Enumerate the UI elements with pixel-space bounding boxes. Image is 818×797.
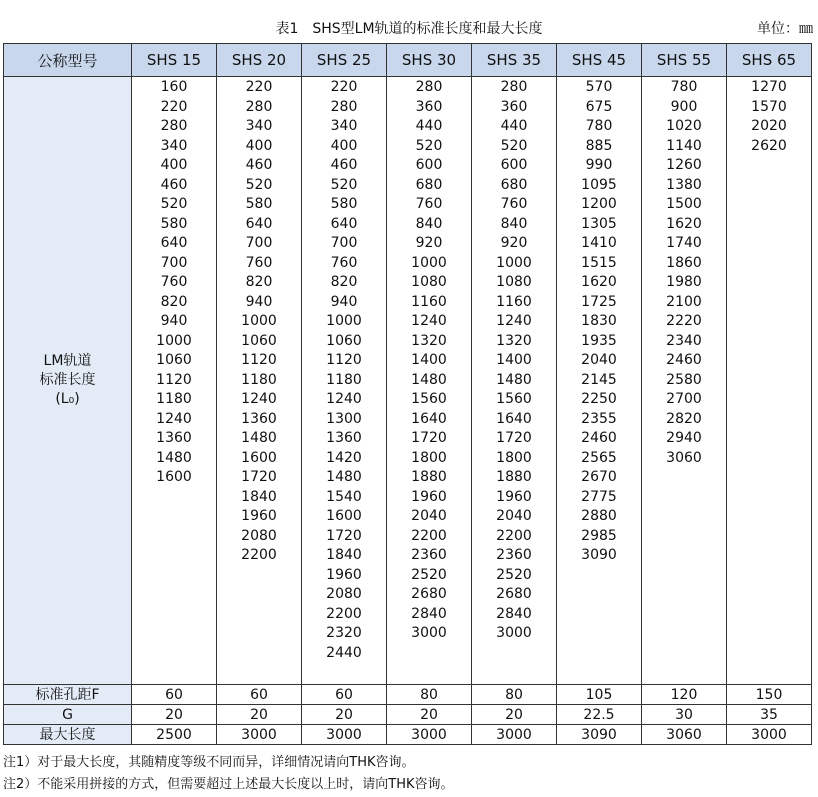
unit-label: 单位：㎜ (757, 21, 813, 37)
g-value: 30 (642, 705, 727, 725)
row-label-line: (L₀) (55, 391, 80, 407)
length-value: 820 (160, 293, 188, 310)
length-value: 220 (245, 79, 273, 95)
length-value: 780 (585, 118, 613, 134)
model-header: SHS 65 (727, 44, 812, 77)
pitch-value: 60 (217, 685, 302, 705)
length-value: 700 (160, 254, 188, 271)
length-value: 2520 (411, 566, 447, 583)
length-value: 1120 (241, 352, 277, 368)
length-value: 1560 (411, 391, 447, 407)
length-value: 2775 (581, 488, 617, 505)
pitch-row (4, 685, 812, 705)
length-value: 1240 (156, 410, 192, 427)
length-value: 1960 (411, 488, 447, 505)
length-value: 680 (500, 176, 528, 193)
pitch-value: 150 (727, 685, 812, 705)
length-value: 1120 (326, 352, 362, 368)
pitch-value: 60 (132, 685, 217, 705)
length-value: 360 (500, 98, 528, 115)
length-value: 2080 (326, 586, 362, 602)
length-value: 1000 (241, 313, 277, 329)
footnotes (3, 752, 454, 796)
length-value: 460 (245, 157, 273, 173)
length-value: 1960 (241, 508, 277, 524)
length-value: 1240 (411, 313, 447, 329)
length-value: 1300 (326, 410, 362, 427)
length-value: 1305 (581, 215, 617, 232)
length-list (557, 77, 642, 685)
length-value: 1400 (496, 352, 532, 368)
length-value: 600 (500, 157, 528, 173)
length-value: 1740 (666, 235, 702, 251)
length-value: 460 (160, 176, 188, 193)
length-value: 1800 (496, 449, 532, 466)
length-value: 1400 (411, 352, 447, 368)
length-list (217, 77, 302, 685)
length-value: 580 (245, 196, 273, 212)
table-title: 表1 SHS型LM轨道的标准长度和最大长度 (275, 21, 543, 37)
length-value: 340 (160, 137, 188, 154)
length-value: 2440 (326, 644, 362, 661)
length-value: 1000 (411, 254, 447, 271)
length-value: 820 (245, 274, 273, 290)
length-list (387, 77, 472, 685)
header-row (4, 44, 812, 77)
footnote: 注2）不能采用拼接的方式，但需要超过上述最大长度以上时，请向THK咨询。 (3, 777, 454, 792)
length-value: 920 (415, 235, 443, 251)
length-value: 1600 (241, 449, 277, 466)
model-header: SHS 55 (642, 44, 727, 77)
length-value: 570 (585, 79, 613, 95)
max-length-value: 3000 (727, 725, 812, 745)
model-header: SHS 25 (302, 44, 387, 77)
length-list (727, 77, 812, 685)
length-value: 1720 (411, 430, 447, 446)
length-value: 680 (415, 176, 443, 193)
length-value: 1480 (241, 430, 277, 446)
length-value: 2100 (666, 293, 702, 310)
length-value: 2080 (241, 527, 277, 544)
length-value: 220 (160, 98, 188, 115)
length-value: 1000 (156, 332, 192, 349)
length-value: 885 (585, 137, 613, 154)
length-value: 1570 (751, 98, 787, 115)
length-value: 1800 (411, 449, 447, 466)
length-value: 2200 (411, 527, 447, 544)
length-value: 2145 (581, 371, 617, 388)
length-value: 440 (415, 118, 443, 134)
table-caption (0, 20, 818, 38)
length-value: 2700 (666, 391, 702, 407)
length-value: 780 (670, 79, 698, 95)
length-value: 2355 (581, 410, 617, 427)
length-value: 1600 (326, 508, 362, 524)
length-value: 1320 (496, 332, 532, 349)
length-value: 1200 (581, 196, 617, 212)
pitch-value: 105 (557, 685, 642, 705)
length-value: 700 (330, 235, 358, 251)
length-value: 2940 (666, 430, 702, 446)
length-value: 1360 (241, 410, 277, 427)
model-header: SHS 15 (132, 44, 217, 77)
g-value: 20 (302, 705, 387, 725)
length-value: 760 (330, 254, 358, 271)
length-value: 760 (500, 196, 528, 212)
pitch-value: 80 (387, 685, 472, 705)
length-value: 2820 (666, 410, 702, 427)
max-length-value: 2500 (132, 725, 217, 745)
length-value: 1240 (496, 313, 532, 329)
length-value: 1540 (326, 488, 362, 505)
length-value: 1980 (666, 274, 702, 290)
length-value: 160 (160, 79, 188, 95)
length-value: 520 (500, 137, 528, 154)
length-value: 1240 (241, 391, 277, 407)
length-value: 1480 (326, 469, 362, 485)
length-value: 1840 (241, 488, 277, 505)
length-value: 2840 (496, 605, 532, 622)
length-value: 1840 (326, 547, 362, 563)
length-value: 1140 (666, 137, 702, 154)
length-value: 580 (160, 215, 188, 232)
length-list (132, 77, 217, 685)
standard-length-row (4, 77, 812, 685)
model-header: SHS 30 (387, 44, 472, 77)
length-value: 1860 (666, 254, 702, 271)
length-value: 2340 (666, 332, 702, 349)
length-value: 400 (245, 137, 273, 154)
length-value: 1935 (581, 332, 617, 349)
length-value: 1270 (751, 79, 787, 95)
length-value: 1515 (581, 254, 617, 271)
length-value: 1160 (496, 293, 532, 310)
length-value: 675 (585, 98, 613, 115)
length-value: 1480 (411, 371, 447, 388)
length-value: 2200 (241, 547, 277, 563)
length-value: 2200 (326, 605, 362, 622)
row-label-line: 标准长度 (39, 372, 96, 388)
length-value: 1060 (156, 352, 192, 368)
length-value: 1095 (581, 176, 617, 193)
length-value: 1560 (496, 391, 532, 407)
g-value: 35 (727, 705, 812, 725)
standard-length-label (4, 77, 132, 685)
length-value: 2250 (581, 391, 617, 407)
length-value: 2520 (496, 566, 532, 583)
pitch-value: 60 (302, 685, 387, 705)
length-value: 820 (330, 274, 358, 290)
max-length-value: 3090 (557, 725, 642, 745)
length-value: 280 (415, 79, 443, 95)
rail-length-table (3, 43, 812, 745)
length-value: 2580 (666, 371, 702, 388)
length-value: 1060 (326, 332, 362, 349)
length-value: 2360 (496, 547, 532, 563)
length-value: 1830 (581, 313, 617, 329)
max-length-row (4, 725, 812, 745)
length-value: 2020 (751, 118, 787, 134)
length-value: 1020 (666, 118, 702, 134)
length-value: 340 (330, 118, 358, 134)
pitch-value: 120 (642, 685, 727, 705)
length-value: 2840 (411, 605, 447, 622)
length-value: 220 (330, 79, 358, 95)
length-value: 940 (245, 293, 273, 310)
g-value: 20 (217, 705, 302, 725)
max-length-value: 3060 (642, 725, 727, 745)
length-value: 2220 (666, 313, 702, 329)
length-value: 2460 (666, 352, 702, 368)
corner-header: 公称型号 (4, 44, 132, 77)
length-value: 2040 (496, 508, 532, 524)
length-list (472, 77, 557, 685)
length-value: 920 (500, 235, 528, 251)
length-value: 1320 (411, 332, 447, 349)
length-value: 2320 (326, 625, 362, 641)
max-length-label: 最大长度 (4, 725, 132, 745)
length-value: 1600 (156, 469, 192, 485)
length-value: 3000 (411, 625, 447, 641)
length-value: 2985 (581, 527, 617, 544)
length-value: 1240 (326, 391, 362, 407)
length-value: 760 (245, 254, 273, 271)
length-value: 3000 (496, 625, 532, 641)
length-value: 1420 (326, 449, 362, 466)
length-value: 1960 (496, 488, 532, 505)
length-value: 1180 (241, 371, 277, 388)
length-value: 1410 (581, 235, 617, 251)
length-value: 1360 (326, 430, 362, 446)
length-value: 2040 (581, 352, 617, 368)
length-value: 2460 (581, 430, 617, 446)
length-value: 1060 (241, 332, 277, 349)
length-value: 340 (245, 118, 273, 134)
g-value: 20 (387, 705, 472, 725)
length-value: 940 (160, 313, 188, 329)
length-value: 840 (415, 215, 443, 232)
g-value: 22.5 (557, 705, 642, 725)
length-value: 400 (160, 157, 188, 173)
pitch-value: 80 (472, 685, 557, 705)
length-value: 520 (245, 176, 273, 193)
length-value: 1725 (581, 293, 617, 310)
length-value: 1360 (156, 430, 192, 446)
length-value: 760 (415, 196, 443, 212)
model-header: SHS 20 (217, 44, 302, 77)
length-list (642, 77, 727, 685)
length-value: 3060 (666, 449, 702, 466)
length-value: 840 (500, 215, 528, 232)
g-label: G (4, 705, 132, 725)
row-label-line: LM轨道 (43, 353, 92, 369)
length-value: 1880 (496, 469, 532, 485)
g-value: 20 (472, 705, 557, 725)
length-list (302, 77, 387, 685)
length-value: 1500 (666, 196, 702, 212)
length-value: 2670 (581, 469, 617, 485)
length-value: 640 (160, 235, 188, 251)
length-value: 280 (245, 98, 273, 115)
length-value: 1000 (326, 313, 362, 329)
max-length-value: 3000 (472, 725, 557, 745)
length-value: 600 (415, 157, 443, 173)
model-header: SHS 45 (557, 44, 642, 77)
length-value: 1880 (411, 469, 447, 485)
length-value: 640 (330, 215, 358, 232)
length-value: 1640 (496, 410, 532, 427)
length-value: 440 (500, 118, 528, 134)
length-value: 700 (245, 235, 273, 251)
length-value: 360 (415, 98, 443, 115)
length-value: 1480 (156, 449, 192, 466)
length-value: 1080 (411, 274, 447, 290)
max-length-value: 3000 (217, 725, 302, 745)
length-value: 3090 (581, 547, 617, 563)
length-value: 460 (330, 157, 358, 173)
pitch-label: 标准孔距F (4, 685, 132, 705)
length-value: 280 (160, 118, 188, 134)
length-value: 900 (670, 98, 698, 115)
length-value: 1260 (666, 157, 702, 173)
length-value: 640 (245, 215, 273, 232)
length-value: 1180 (156, 391, 192, 407)
length-value: 1160 (411, 293, 447, 310)
length-value: 1620 (666, 215, 702, 232)
length-value: 2680 (411, 586, 447, 602)
length-value: 1620 (581, 274, 617, 290)
length-value: 1180 (326, 371, 362, 388)
g-row (4, 705, 812, 725)
length-value: 940 (330, 293, 358, 310)
length-value: 990 (585, 157, 613, 173)
length-value: 1720 (326, 527, 362, 544)
length-value: 1080 (496, 274, 532, 290)
length-value: 2680 (496, 586, 532, 602)
length-value: 520 (415, 137, 443, 154)
length-value: 1000 (496, 254, 532, 271)
length-value: 1380 (666, 176, 702, 193)
length-value: 760 (160, 274, 188, 290)
length-value: 520 (330, 176, 358, 193)
length-value: 280 (500, 79, 528, 95)
length-value: 1720 (241, 469, 277, 485)
length-value: 400 (330, 137, 358, 154)
length-value: 1640 (411, 410, 447, 427)
max-length-value: 3000 (387, 725, 472, 745)
g-value: 20 (132, 705, 217, 725)
length-value: 2360 (411, 547, 447, 563)
length-value: 2200 (496, 527, 532, 544)
length-value: 520 (160, 196, 188, 212)
model-header: SHS 35 (472, 44, 557, 77)
length-value: 1960 (326, 566, 362, 583)
length-value: 580 (330, 196, 358, 212)
length-value: 2620 (751, 137, 787, 154)
length-value: 280 (330, 98, 358, 115)
max-length-value: 3000 (302, 725, 387, 745)
length-value: 2040 (411, 508, 447, 524)
footnote: 注1）对于最大长度，其随精度等级不同而异，详细情况请向THK咨询。 (3, 755, 415, 770)
length-value: 1480 (496, 371, 532, 388)
length-value: 1120 (156, 371, 192, 388)
length-value: 1720 (496, 430, 532, 446)
length-value: 2565 (581, 449, 617, 466)
length-value: 2880 (581, 508, 617, 524)
